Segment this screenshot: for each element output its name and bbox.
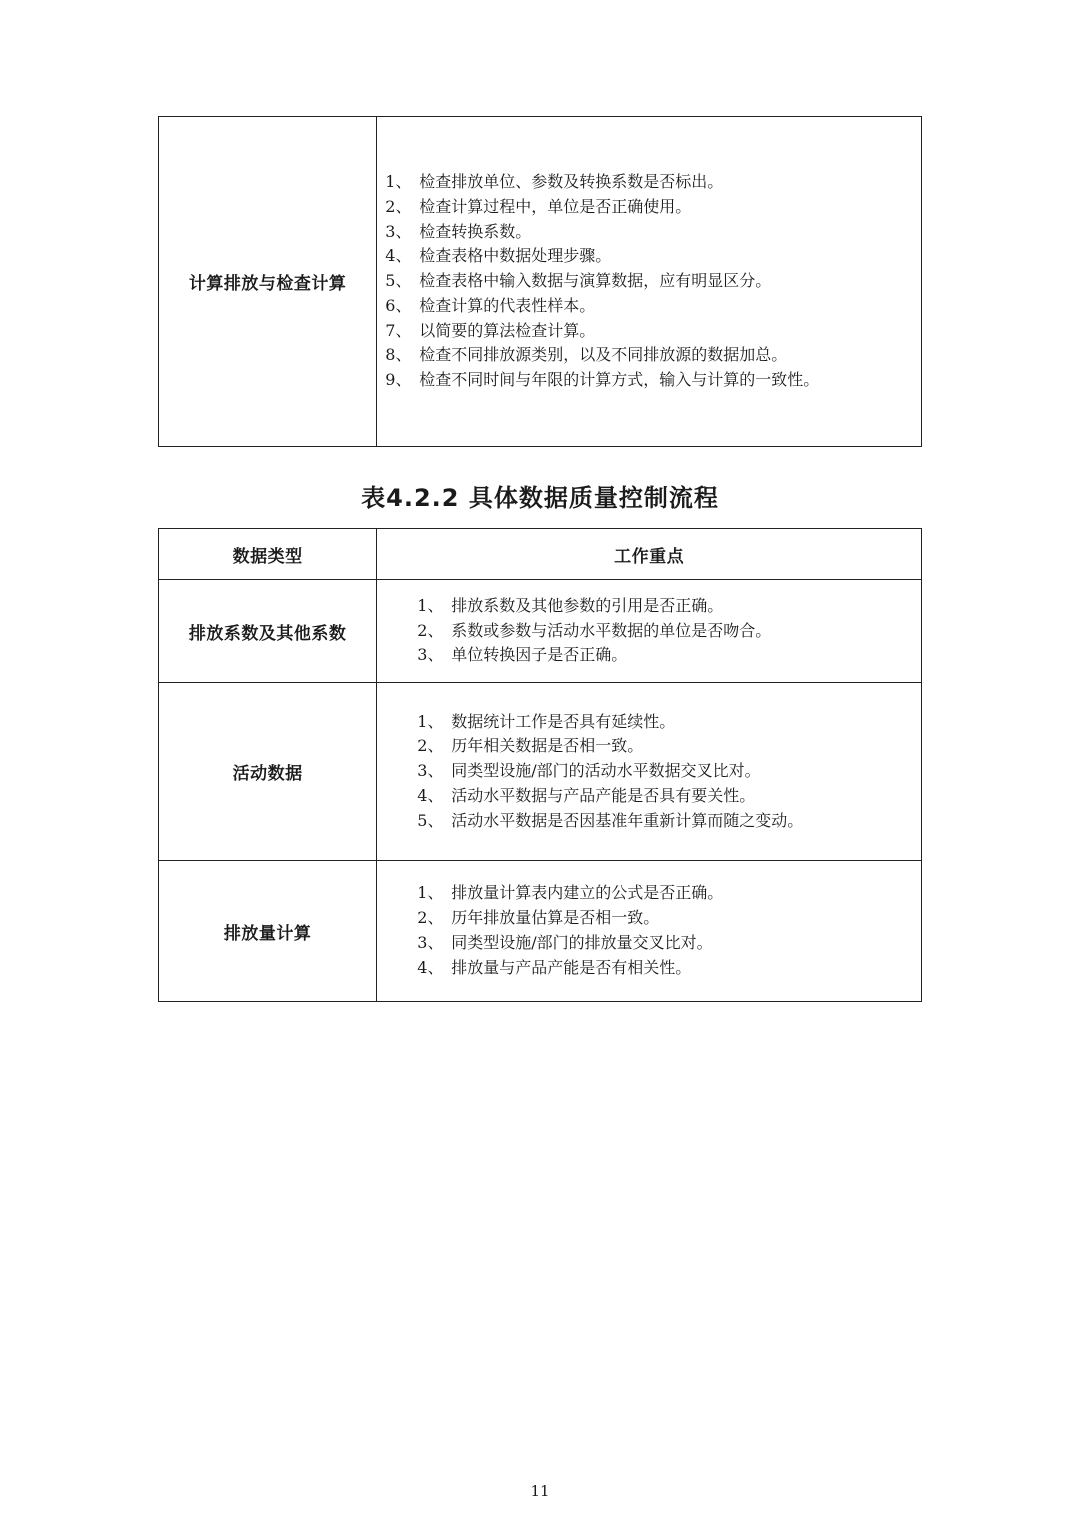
table-header-row [159, 529, 922, 580]
row-items [377, 861, 922, 1002]
list-item: 2、 系数或参数与活动水平数据的单位是否吻合。 [417, 620, 772, 640]
page-number: 11 [530, 1482, 550, 1500]
calculation-check-table [158, 116, 922, 447]
list-item: 2、 检查计算过程中，单位是否正确使用。 [385, 196, 692, 216]
row-items [377, 580, 922, 683]
list-item: 1、 排放量计算表内建立的公式是否正确。 [417, 883, 724, 903]
list-item: 1、 数据统计工作是否具有延续性。 [417, 711, 676, 731]
list-item: 3、 检查转换系数。 [385, 221, 532, 241]
table-row [159, 117, 922, 447]
list-item: 3、 同类型设施/部门的排放量交叉比对。 [417, 933, 713, 952]
list-item: 3、 同类型设施/部门的活动水平数据交叉比对。 [417, 761, 761, 781]
table-caption: 表4.2.2 具体数据质量控制流程 [361, 484, 719, 512]
row-label: 排放量计算 [159, 861, 377, 1002]
list-item: 3、 单位转换因子是否正确。 [417, 645, 628, 665]
header-work-focus: 工作重点 [377, 529, 922, 580]
list-item: 5、 检查表格中输入数据与演算数据，应有明显区分。 [385, 271, 772, 291]
row-items [377, 683, 922, 861]
list-item: 5、 活动水平数据是否因基准年重新计算而随之变动。 [417, 810, 804, 830]
list-item: 2、 历年排放量估算是否相一致。 [417, 908, 660, 928]
row-label: 活动数据 [159, 683, 377, 861]
list-item: 1、 检查排放单位、参数及转换系数是否标出。 [385, 171, 724, 191]
list-item: 9、 检查不同时间与年限的计算方式，输入与计算的一致性。 [385, 370, 820, 390]
list-item: 1、 排放系数及其他参数的引用是否正确。 [417, 595, 724, 615]
row-label: 计算排放与检查计算 [159, 117, 377, 447]
row-label: 排放系数及其他系数 [159, 580, 377, 683]
list-item: 6、 检查计算的代表性样本。 [385, 295, 596, 315]
list-item: 4、 排放量与产品产能是否有相关性。 [417, 957, 692, 977]
table-row [159, 861, 922, 1002]
list-item: 8、 检查不同排放源类别，以及不同排放源的数据加总。 [385, 345, 788, 365]
data-quality-control-table [158, 528, 922, 1002]
list-item: 7、 以简要的算法检查计算。 [385, 320, 596, 340]
list-item: 4、 检查表格中数据处理步骤。 [385, 246, 612, 266]
table-row [159, 580, 922, 683]
list-item: 4、 活动水平数据与产品产能是否具有要关性。 [417, 785, 756, 805]
header-data-type: 数据类型 [159, 529, 377, 580]
row-items [377, 117, 922, 447]
list-item: 2、 历年相关数据是否相一致。 [417, 736, 644, 756]
table-row [159, 683, 922, 861]
